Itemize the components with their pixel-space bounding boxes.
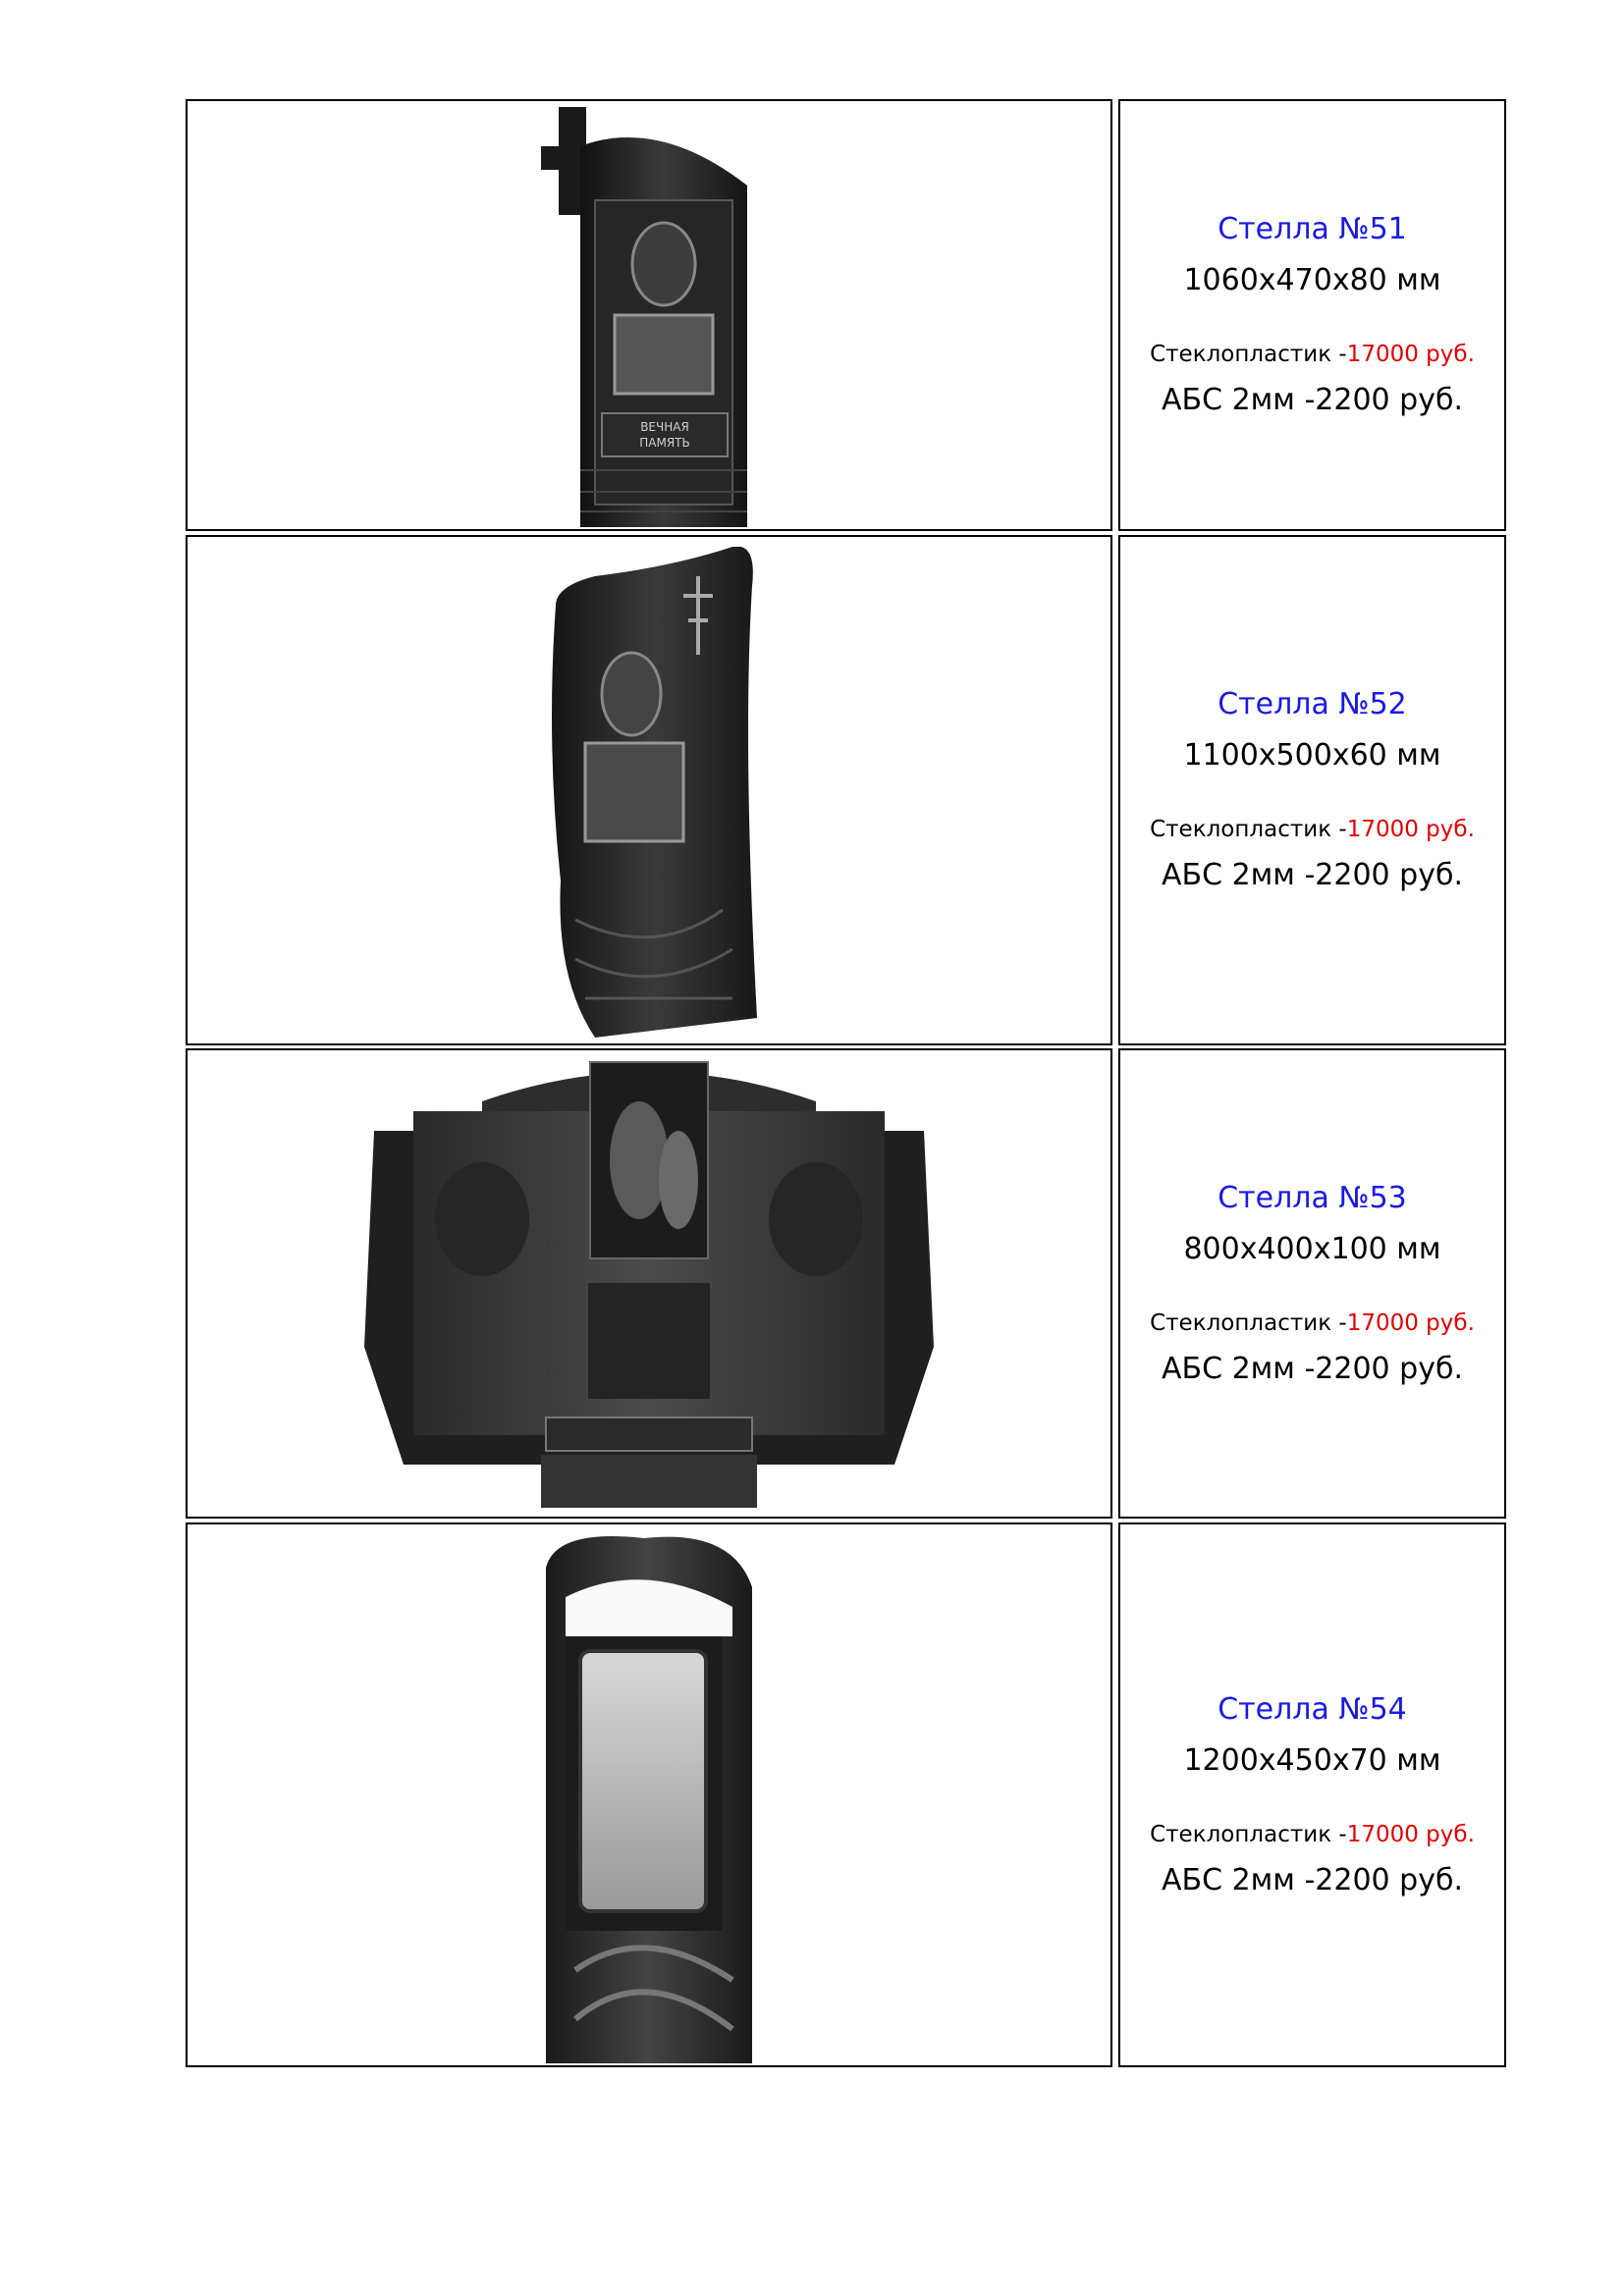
product-size: 1060х470х80 мм (1183, 263, 1441, 297)
product-title: Стелла №51 (1218, 212, 1407, 246)
product-row (186, 1048, 1506, 1519)
product-image-cell (186, 1522, 1112, 2067)
product-title: Стелла №53 (1218, 1180, 1407, 1215)
product-info-cell (1118, 535, 1506, 1045)
price-abs: АБС 2мм -2200 руб. (1161, 383, 1464, 417)
product-info-cell (1118, 99, 1506, 531)
product-image-cell (186, 1048, 1112, 1519)
engraving-line-1: ВЕЧНАЯ (640, 420, 689, 434)
price-value: 17000 руб. (1346, 1821, 1475, 1847)
price-fiberglass (1150, 1308, 1475, 1338)
product-info-cell (1118, 1048, 1506, 1519)
product-title: Стелла №54 (1218, 1691, 1407, 1727)
engraving-line-2: ПАМЯТЬ (639, 436, 690, 450)
price-abs: АБС 2мм -2200 руб. (1161, 1862, 1464, 1897)
stele-52-image (536, 547, 762, 1038)
price-fiberglass (1150, 815, 1475, 844)
price-fiberglass (1150, 1820, 1475, 1849)
product-size: 1100х500х60 мм (1183, 738, 1441, 773)
price-abs: АБС 2мм -2200 руб. (1161, 858, 1464, 892)
material-label: Стеклопластик - (1150, 817, 1347, 842)
price-value: 17000 руб. (1346, 1309, 1475, 1336)
price-value: 17000 руб. (1346, 817, 1475, 842)
product-image-cell (186, 535, 1112, 1045)
product-info-cell (1118, 1522, 1506, 2067)
product-size: 800х400х100 мм (1183, 1231, 1441, 1266)
stele-54-image (536, 1528, 762, 2063)
material-label: Стеклопластик - (1150, 1821, 1347, 1847)
price-abs: АБС 2мм -2200 руб. (1161, 1351, 1464, 1386)
price-value: 17000 руб. (1346, 342, 1475, 367)
stele-51-image (541, 107, 757, 527)
stele-53-image (345, 1052, 953, 1514)
material-label: Стеклопластик - (1150, 342, 1347, 367)
product-row (186, 99, 1506, 531)
price-fiberglass (1150, 340, 1475, 369)
product-title: Стелла №52 (1218, 687, 1407, 721)
material-label: Стеклопластик - (1150, 1309, 1347, 1336)
product-row (186, 535, 1506, 1045)
product-row (186, 1522, 1506, 2067)
product-image-cell (186, 99, 1112, 531)
product-size: 1200х450х70 мм (1183, 1742, 1441, 1778)
